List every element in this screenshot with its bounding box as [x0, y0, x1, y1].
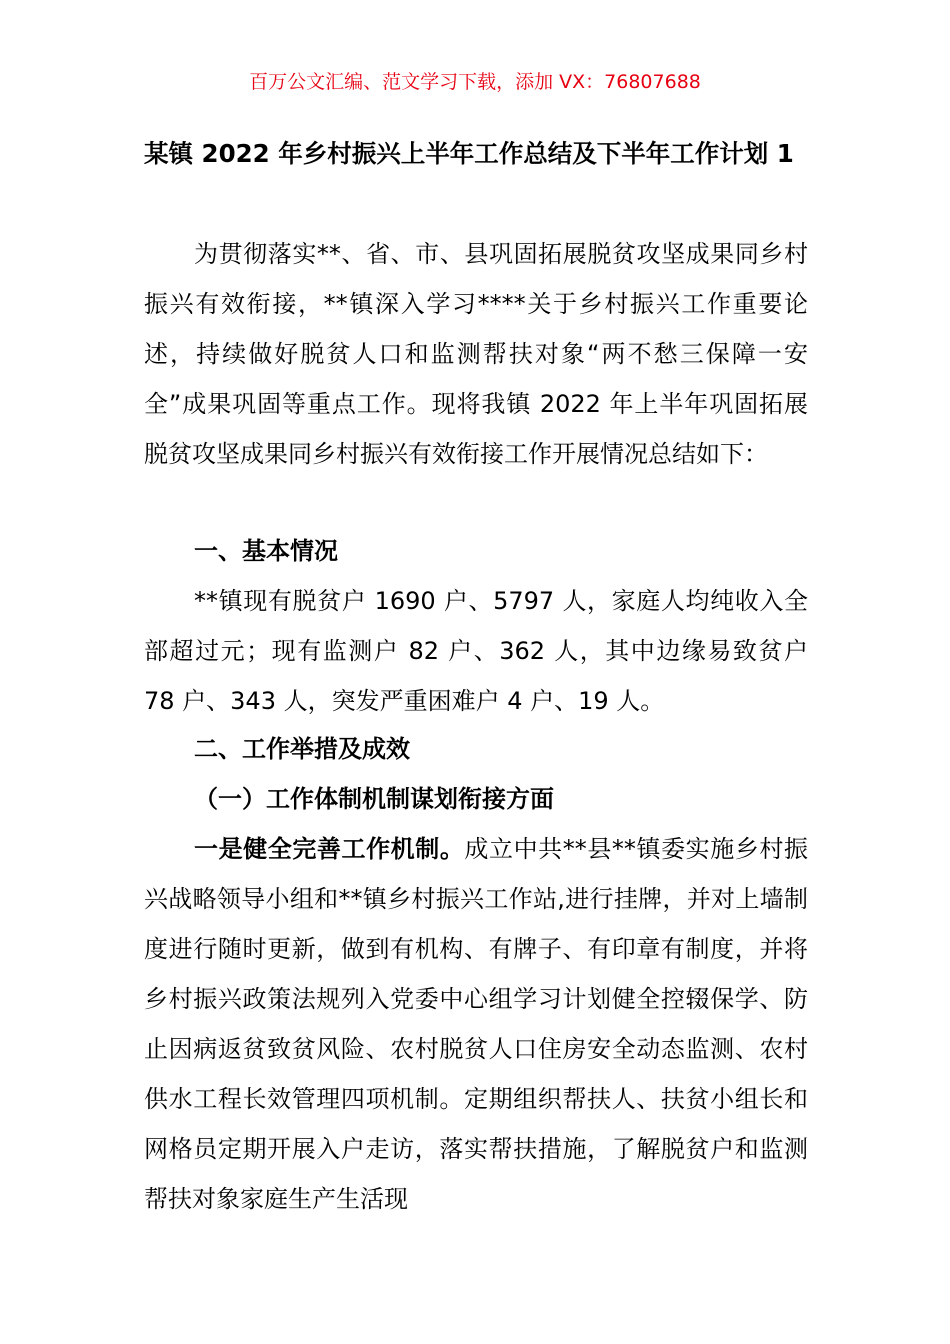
- mechanism-paragraph: [144, 824, 808, 1224]
- section-heading-measures: 二、工作举措及成效: [194, 735, 410, 763]
- basic-situation-paragraph: **镇现有脱贫户 1690 户、5797 人，家庭人均纯收入全部超过元；现有监测户 82 户、362 人，其中边缘易致贫户 78 户、343 人，突发严重困难户 4 户、19 人。: [144, 587, 808, 715]
- subsection-heading-mechanism: （一）工作体制机制谋划衔接方面: [194, 785, 554, 813]
- paragraph-body: 成立中共**县**镇委实施乡村振兴战略领导小组和**镇乡村振兴工作站,进行挂牌，并对上墙制度进行随时更新，做到有机构、有牌子、有印章有制度，并将乡村振兴政策法规列入党委中心组学习计划健全控辍保学、防止因病返贫致贫风险、农村脱贫人口住房安全动态监测、农村供水工程长效管理四项机制。定期组织帮扶人、扶贫小组长和网格员定期开展入户走访，落实帮扶措施，了解脱贫户和监测帮扶对象家庭生产生活现: [144, 835, 809, 1213]
- intro-paragraph: 为贯彻落实**、省、市、县巩固拓展脱贫攻坚成果同乡村振兴有效衔接，**镇深入学习****关于乡村振兴工作重要论述，持续做好脱贫人口和监测帮扶对象“两不愁三保障一安全”成果巩固等重点工作。现将我镇 2022 年上半年巩固拓展脱贫攻坚成果同乡村振兴有效衔接工作开展情况总结如下：: [144, 240, 808, 468]
- header-note: 百万公文汇编、范文学习下载，添加 VX：76807688: [249, 71, 701, 93]
- paragraph-lead: 一是健全完善工作机制。: [194, 835, 465, 863]
- document-title: 某镇 2022 年乡村振兴上半年工作总结及下半年工作计划 1: [144, 139, 794, 168]
- section-heading-basic-situation: 一、基本情况: [194, 537, 338, 565]
